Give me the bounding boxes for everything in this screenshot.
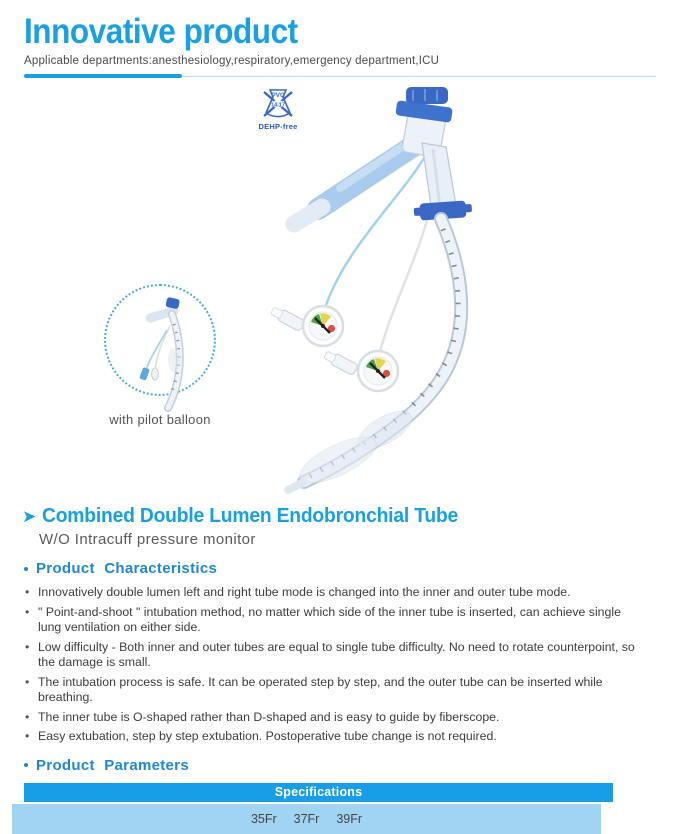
page-header	[0, 0, 680, 78]
characteristic-item: • " Point-and-shoot " intubation method, no matter which side of the inner tube is inserted, can achieve single lung ventilation on either side.	[24, 605, 642, 636]
endobronchial-tube-illustration	[230, 83, 510, 503]
characteristic-item: • Low difficulty - Both inner and outer tubes are equal to single tube difficulty. No need to rotate counterpoint, so the damage is small.	[24, 640, 642, 671]
page-title: Innovative product	[24, 12, 298, 51]
size-value: 39Fr	[336, 811, 363, 826]
svg-text:14.17: 14.17	[271, 102, 285, 109]
characteristics-heading-label: Product Characteristics	[36, 560, 218, 577]
parameters-heading-label: Product Parameters	[36, 756, 189, 774]
product-figure	[0, 78, 680, 490]
pilot-balloon-mini-illustration	[112, 292, 208, 388]
characteristics-section	[0, 560, 680, 745]
arrow-icon: ➤	[22, 506, 37, 526]
product-title-block	[22, 504, 680, 548]
characteristic-item: • Easy extubation, step by step extubation. Postoperative tube change is not required.	[24, 729, 642, 745]
specifications-table-row	[12, 804, 601, 834]
characteristic-item: • The inner tube is O-shaped rather than D-shaped and is easy to guide by fiberscope.	[24, 710, 642, 726]
departments-subtitle: Applicable departments:anesthesiology,respiratory,emergency department,ICU	[24, 55, 440, 67]
parameters-heading	[24, 757, 680, 774]
characteristics-heading	[24, 560, 680, 577]
specifications-table-header: Specifications	[24, 783, 613, 802]
characteristics-list	[24, 585, 656, 745]
characteristic-item: • The intubation process is safe. It can be operated step by step, and the outer tube can be inserted while breathing.	[24, 675, 642, 706]
product-title: Combined Double Lumen Endobronchial Tube	[42, 504, 459, 527]
pilot-balloon-inset	[100, 284, 220, 427]
svg-text:PVC: PVC	[271, 92, 285, 99]
bullet-dot-icon	[24, 567, 28, 571]
size-value: 37Fr	[293, 811, 320, 826]
size-value: 35Fr	[250, 811, 277, 826]
divider-thin-segment	[182, 76, 656, 77]
parameters-section	[0, 757, 680, 834]
dehp-free-label: DEHP-free	[258, 122, 298, 131]
bullet-dot-icon	[24, 763, 28, 767]
inset-dotted-ring	[104, 284, 216, 396]
specifications-table	[24, 783, 613, 834]
inset-caption: with pilot balloon	[109, 412, 211, 427]
characteristic-item: • Innovatively double lumen left and right tube mode is changed into the inner and outer tube mode.	[24, 585, 642, 601]
product-subtitle: W/O Intracuff pressure monitor	[39, 531, 256, 548]
